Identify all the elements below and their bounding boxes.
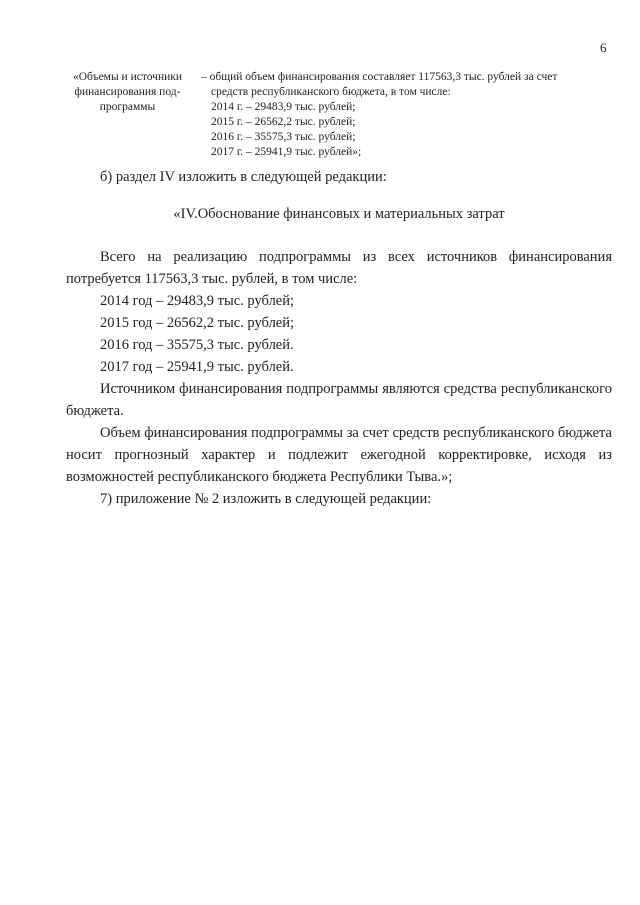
source-paragraph: Источником финансирования подпрограммы являются средства республиканского бюджета.: [66, 381, 612, 419]
passport-content-line: 2014 г. – 29483,9 тыс. рублей;: [211, 101, 356, 113]
page-number: 6: [600, 40, 607, 55]
appendix-paragraph: 7) приложение № 2 изложить в следующей редакции:: [100, 491, 432, 507]
passport-content-line: средств республиканского бюджета, в том числе:: [211, 86, 451, 98]
passport-table: [60, 70, 590, 160]
section-b-text: б) раздел IV изложить в следующей редакции:: [100, 169, 387, 185]
passport-label-line: программы: [99, 101, 156, 113]
year-line: 2014 год – 29483,9 тыс. рублей;: [100, 293, 295, 309]
passport-content-line: 2017 г. – 25941,9 тыс. рублей»;: [211, 146, 362, 158]
passport-label-line: «Объемы и источники: [73, 71, 182, 83]
year-line: 2016 год – 35575,3 тыс. рублей.: [100, 337, 294, 353]
intro-paragraph: Всего на реализацию подпрограммы из всех источников финансирования потребуется 117563,3 тыс. рублей, в том числе:: [66, 249, 612, 287]
passport-content: [195, 70, 590, 160]
passport-content-line: – общий объем финансирования составляет 117563,3 тыс. рублей за счет: [201, 71, 558, 83]
section-b-container: [66, 166, 612, 188]
body-text: [66, 246, 612, 510]
passport-label: [60, 70, 195, 160]
passport-content-line: 2016 г. – 35575,3 тыс. рублей;: [211, 131, 356, 143]
section-heading: «IV.Обоснование финансовых и материальных затрат: [173, 206, 505, 222]
year-line: 2015 год – 26562,2 тыс. рублей;: [100, 315, 295, 331]
forecast-paragraph: Объем финансирования подпрограммы за счет средств республиканского бюджета носит прогнозный характер и подлежит ежегодной корректировке, исходя из возможностей республиканского бюджета Республики Тыва.»;: [66, 425, 612, 485]
passport-label-line: финансирования под-: [74, 86, 181, 98]
passport-content-line: 2015 г. – 26562,2 тыс. рублей;: [211, 116, 356, 128]
year-line: 2017 год – 25941,9 тыс. рублей.: [100, 359, 294, 375]
